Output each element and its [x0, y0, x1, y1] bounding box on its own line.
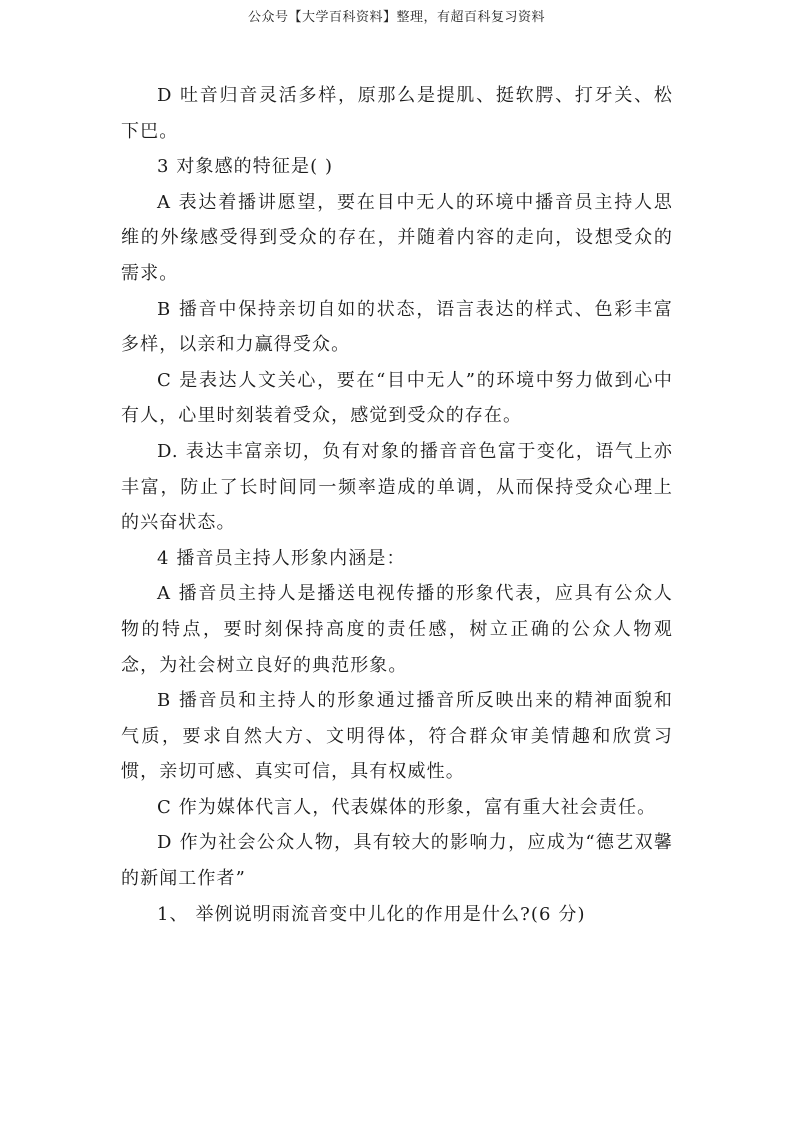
option-c: C 作为媒体代言人，代表媒体的形象，富有重大社会责任。 — [157, 796, 657, 818]
question-essay-1: 1、 举例说明雨流音变中儿化的作用是什么?(6 分) — [157, 903, 586, 925]
option-a: A 播音员主持人是播送电视传播的形象代表，应具有公众人物的特点，要时刻保持高度的责任感，树立正确的公众人物观念，为社会树立良好的典范形象。 — [121, 583, 673, 676]
option-d: D 作为社会公众人物，具有较大的影响力，应成为“德艺双馨的新闻工作者” — [121, 832, 673, 890]
question-4: 4 播音员主持人形象内涵是： — [157, 547, 406, 569]
option-b: B 播音员和主持人的形象通过播音所反映出来的精神面貌和气质，要求自然大方、文明得体，符合群众审美情趣和欣赏习惯，亲切可感、真实可信，具有权威性。 — [121, 690, 673, 783]
option-a: A 表达着播讲愿望，要在目中无人的环境中播音员主持人思维的外缘感受得到受众的存在，并随着内容的走向，设想受众的需求。 — [121, 191, 673, 284]
question-3: 3 对象感的特征是( ) — [157, 156, 334, 178]
option-b: B 播音中保持亲切自如的状态，语言表达的样式、色彩丰富多样，以亲和力赢得受众。 — [121, 298, 673, 356]
document-body — [121, 78, 673, 932]
option-d: D. 表达丰富亲切，负有对象的播音音色富于变化，语气上亦丰富，防止了长时间同一频率造成的单调，从而保持受众心理上的兴奋状态。 — [121, 440, 673, 534]
page-header: 公众号【大学百科资料】整理，有超百科复习资料 — [247, 10, 545, 25]
option-d-articulation: D 吐音归音灵活多样，原那么是提肌、挺软腭、打牙关、松下巴。 — [121, 85, 673, 142]
option-c: C 是表达人文关心，要在“目中无人”的环境中努力做到心中有人，心里时刻装着受众，感觉到受众的存在。 — [121, 369, 673, 427]
